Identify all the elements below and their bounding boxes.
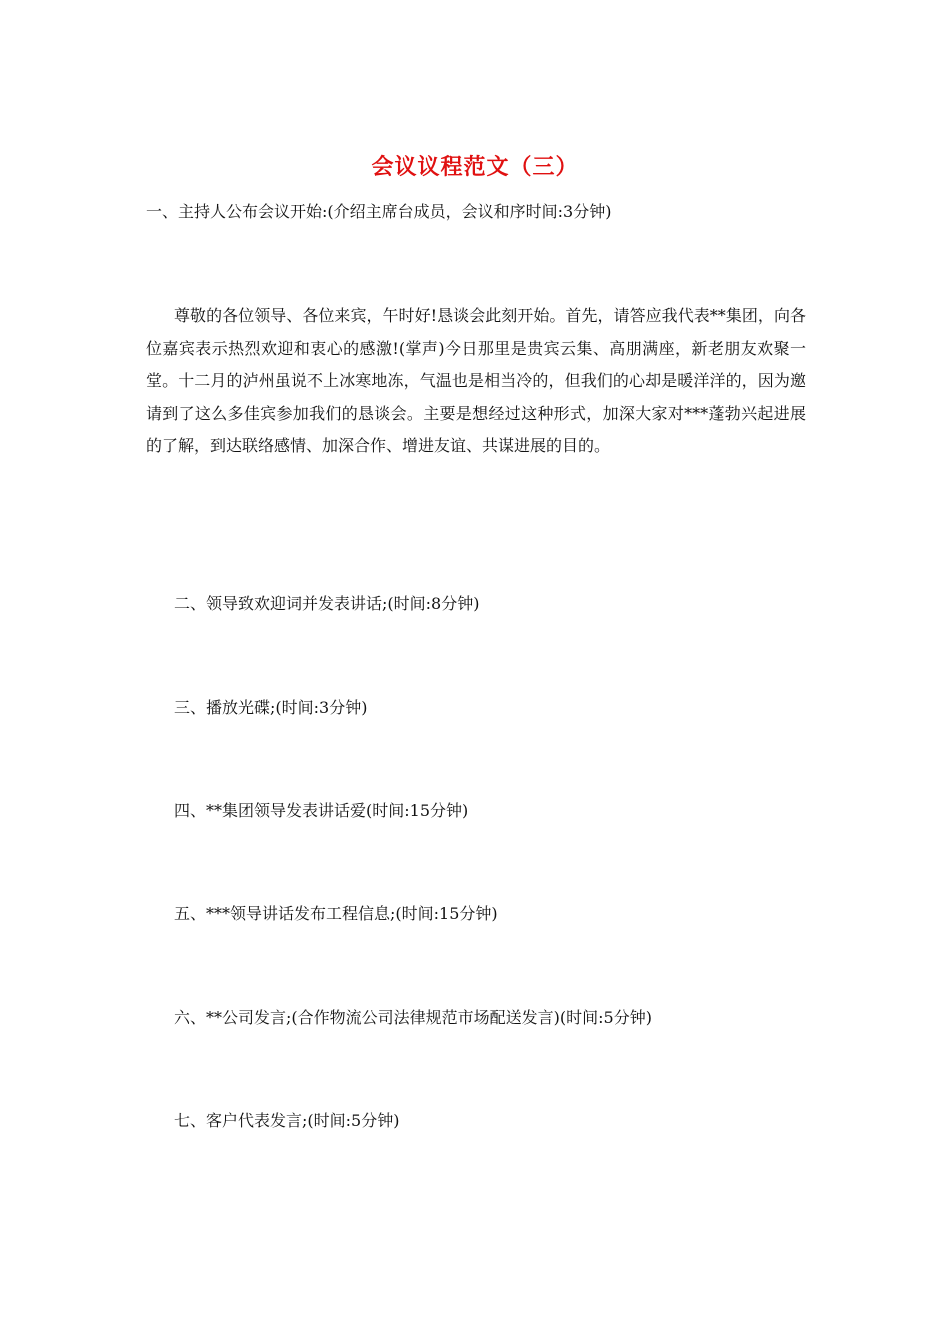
agenda-item-5: 五、***领导讲话发布工程信息;(时间:15分钟) [174, 904, 498, 923]
agenda-item-7: 七、客户代表发言;(时间:5分钟) [174, 1111, 400, 1130]
agenda-item-1: 一、主持人公布会议开始:(介绍主席台成员，会议和序时间:3分钟) [146, 202, 612, 221]
agenda-item-4: 四、**集团领导发表讲话爱(时间:15分钟) [174, 801, 469, 820]
agenda-item-3: 三、播放光碟;(时间:3分钟) [174, 698, 368, 717]
agenda-item-6: 六、**公司发言;(合作物流公司法律规范市场配送发言)(时间:5分钟) [174, 1008, 652, 1027]
document-title: 会议议程范文（三） [371, 154, 579, 180]
welcome-paragraph: 尊敬的各位领导、各位来宾，午时好!恳谈会此刻开始。首先，请答应我代表**集团，向各位嘉宾表示热烈欢迎和衷心的感激!(掌声)今日那里是贵宾云集、高朋满座，新老朋友欢聚一堂。十二月的泸州虽说不上冰寒地冻，气温也是相当冷的，但我们的心却是暖洋洋的，因为邀请到了这么多佳宾参加我们的恳谈会。主要是想经过这种形式，加深大家对***蓬勃兴起进展的了解，到达联络感情、加深合作、增进友谊、共谋进展的目的。 [146, 306, 806, 455]
agenda-item-2: 二、领导致欢迎词并发表讲话;(时间:8分钟) [174, 594, 480, 613]
